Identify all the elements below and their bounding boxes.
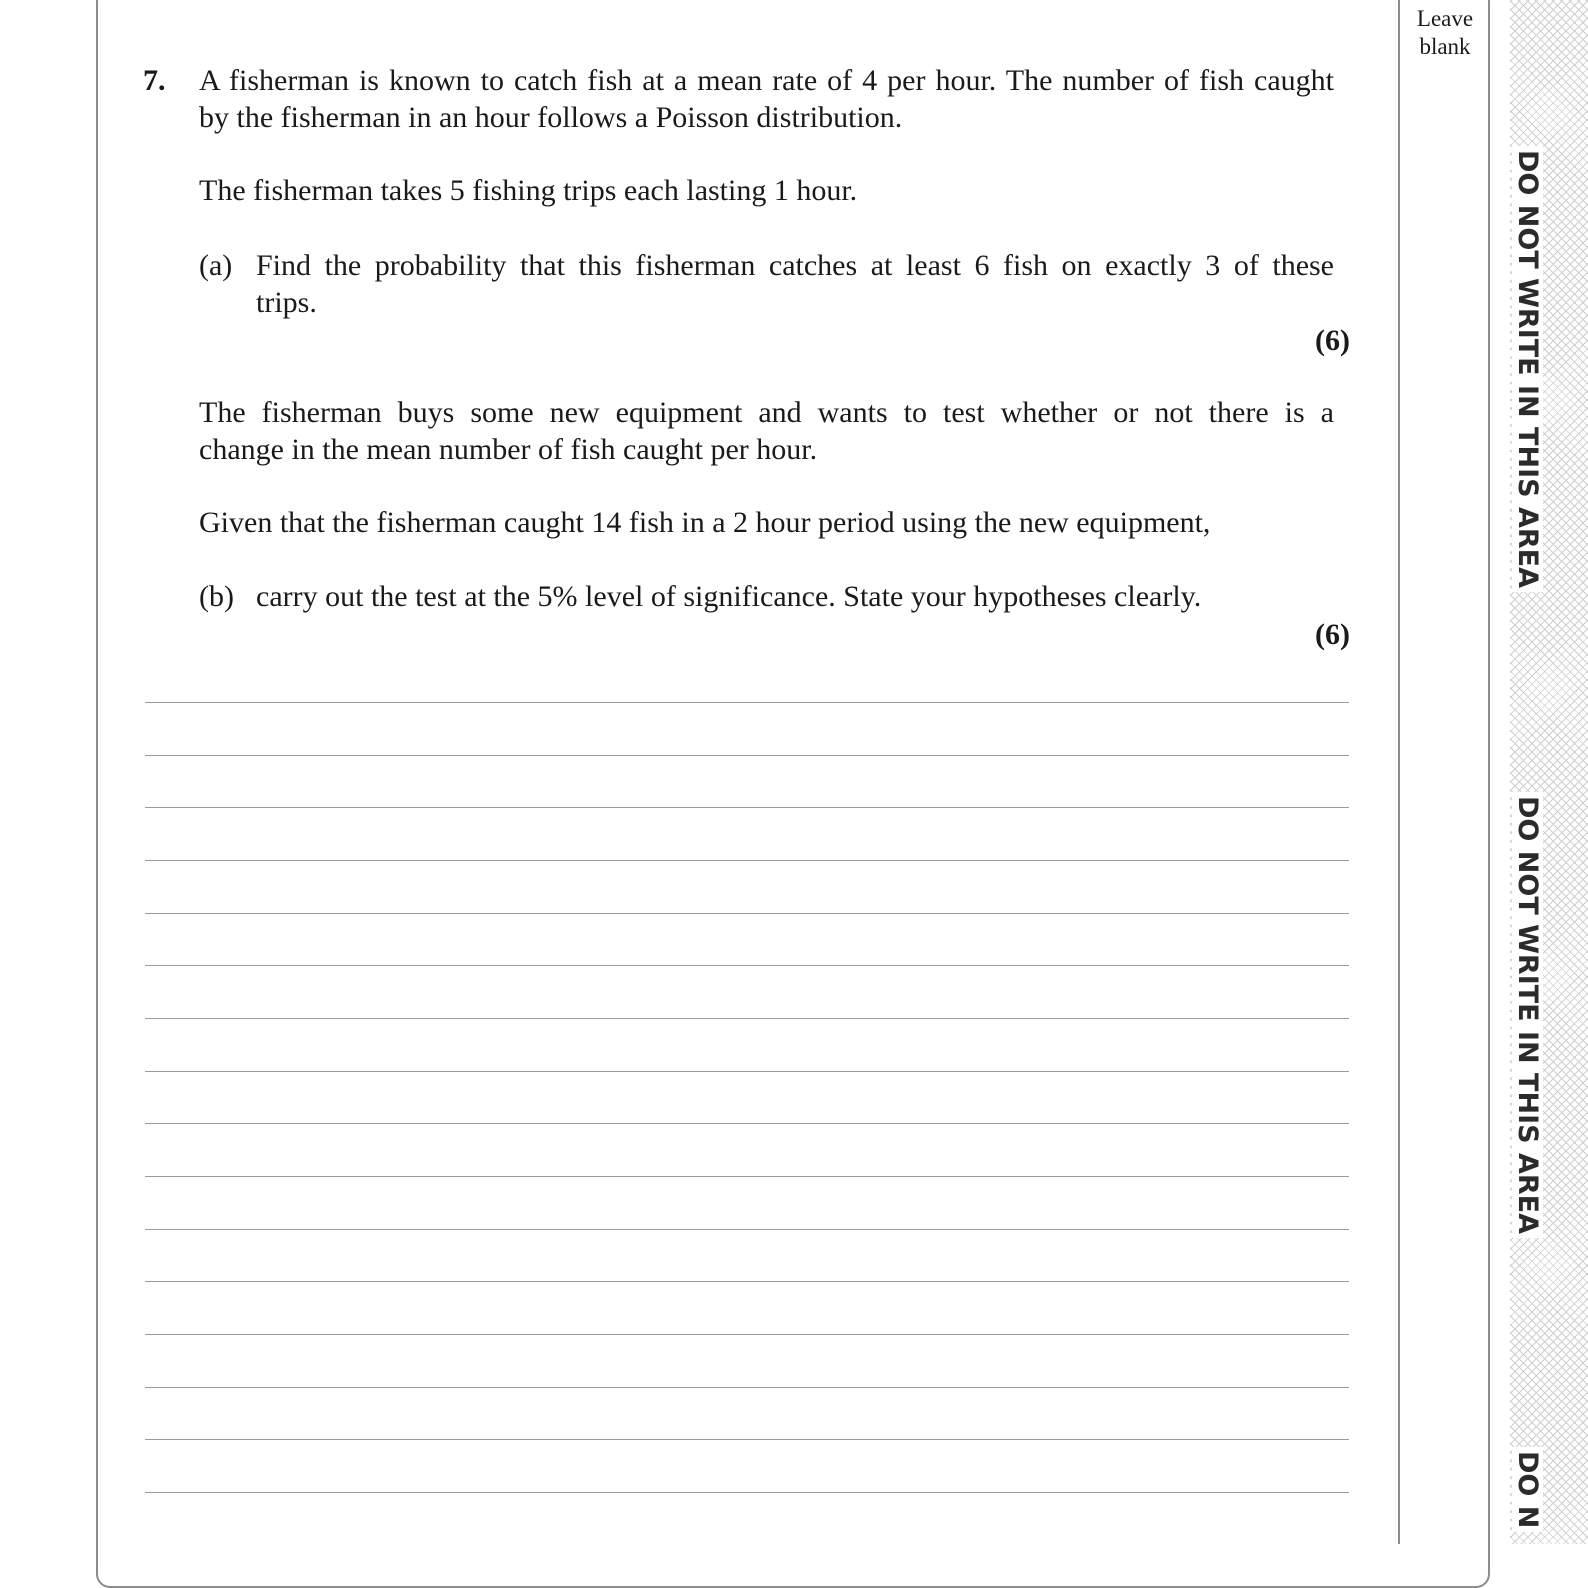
margin-divider	[1398, 0, 1400, 1544]
answer-line[interactable]	[145, 1492, 1349, 1493]
part-b-marks: (6)	[1315, 618, 1350, 651]
page-frame	[96, 0, 1490, 1588]
part-b-text: carry out the test at the 5% level of significance. State your hypotheses clearly.	[256, 580, 1202, 613]
equipment-line-2: change in the mean number of fish caught per hour.	[199, 433, 818, 466]
part-a-marks: (6)	[1315, 324, 1350, 357]
answer-line[interactable]	[145, 860, 1349, 861]
answer-line[interactable]	[145, 1387, 1349, 1388]
leave-blank-line-2: blank	[1419, 34, 1471, 59]
answer-line[interactable]	[145, 702, 1349, 703]
leave-blank-label	[1400, 5, 1490, 61]
part-b-label: (b)	[199, 580, 234, 613]
answer-line[interactable]	[145, 1229, 1349, 1230]
answer-line[interactable]	[145, 807, 1349, 808]
given-statement: Given that the fisherman caught 14 fish in a 2 hour period using the new equipment,	[199, 506, 1211, 539]
answer-line[interactable]	[145, 965, 1349, 966]
answer-line[interactable]	[145, 913, 1349, 914]
answer-line[interactable]	[145, 1071, 1349, 1072]
part-a-label: (a)	[199, 249, 233, 282]
answer-line[interactable]	[145, 1123, 1349, 1124]
question-intro-line-2: by the fisherman in an hour follows a Poisson distribution.	[199, 101, 903, 134]
answer-line[interactable]	[145, 1176, 1349, 1177]
part-a-text-line-1: Find the probability that this fisherman catches at least 6 fish on exactly 3 of these	[256, 249, 1334, 282]
equipment-line-1: The fisherman buys some new equipment and wants to test whether or not there is a	[199, 396, 1334, 429]
side-warning-bottom: DO N	[1512, 1447, 1543, 1532]
leave-blank-line-1: Leave	[1416, 6, 1474, 31]
answer-line[interactable]	[145, 1439, 1349, 1440]
part-a-text-line-2: trips.	[256, 286, 317, 319]
side-warning-middle: DO NOT WRITE IN THIS AREA	[1512, 792, 1543, 1238]
question-intro-line-1: A fisherman is known to catch fish at a mean rate of 4 per hour. The number of fish caught	[199, 64, 1334, 97]
side-warning-top: DO NOT WRITE IN THIS AREA	[1512, 146, 1543, 592]
answer-line[interactable]	[145, 1334, 1349, 1335]
answer-line[interactable]	[145, 1281, 1349, 1282]
trips-statement: The fisherman takes 5 fishing trips each lasting 1 hour.	[199, 174, 858, 207]
question-number: 7.	[143, 64, 166, 97]
answer-line[interactable]	[145, 1018, 1349, 1019]
answer-line[interactable]	[145, 755, 1349, 756]
